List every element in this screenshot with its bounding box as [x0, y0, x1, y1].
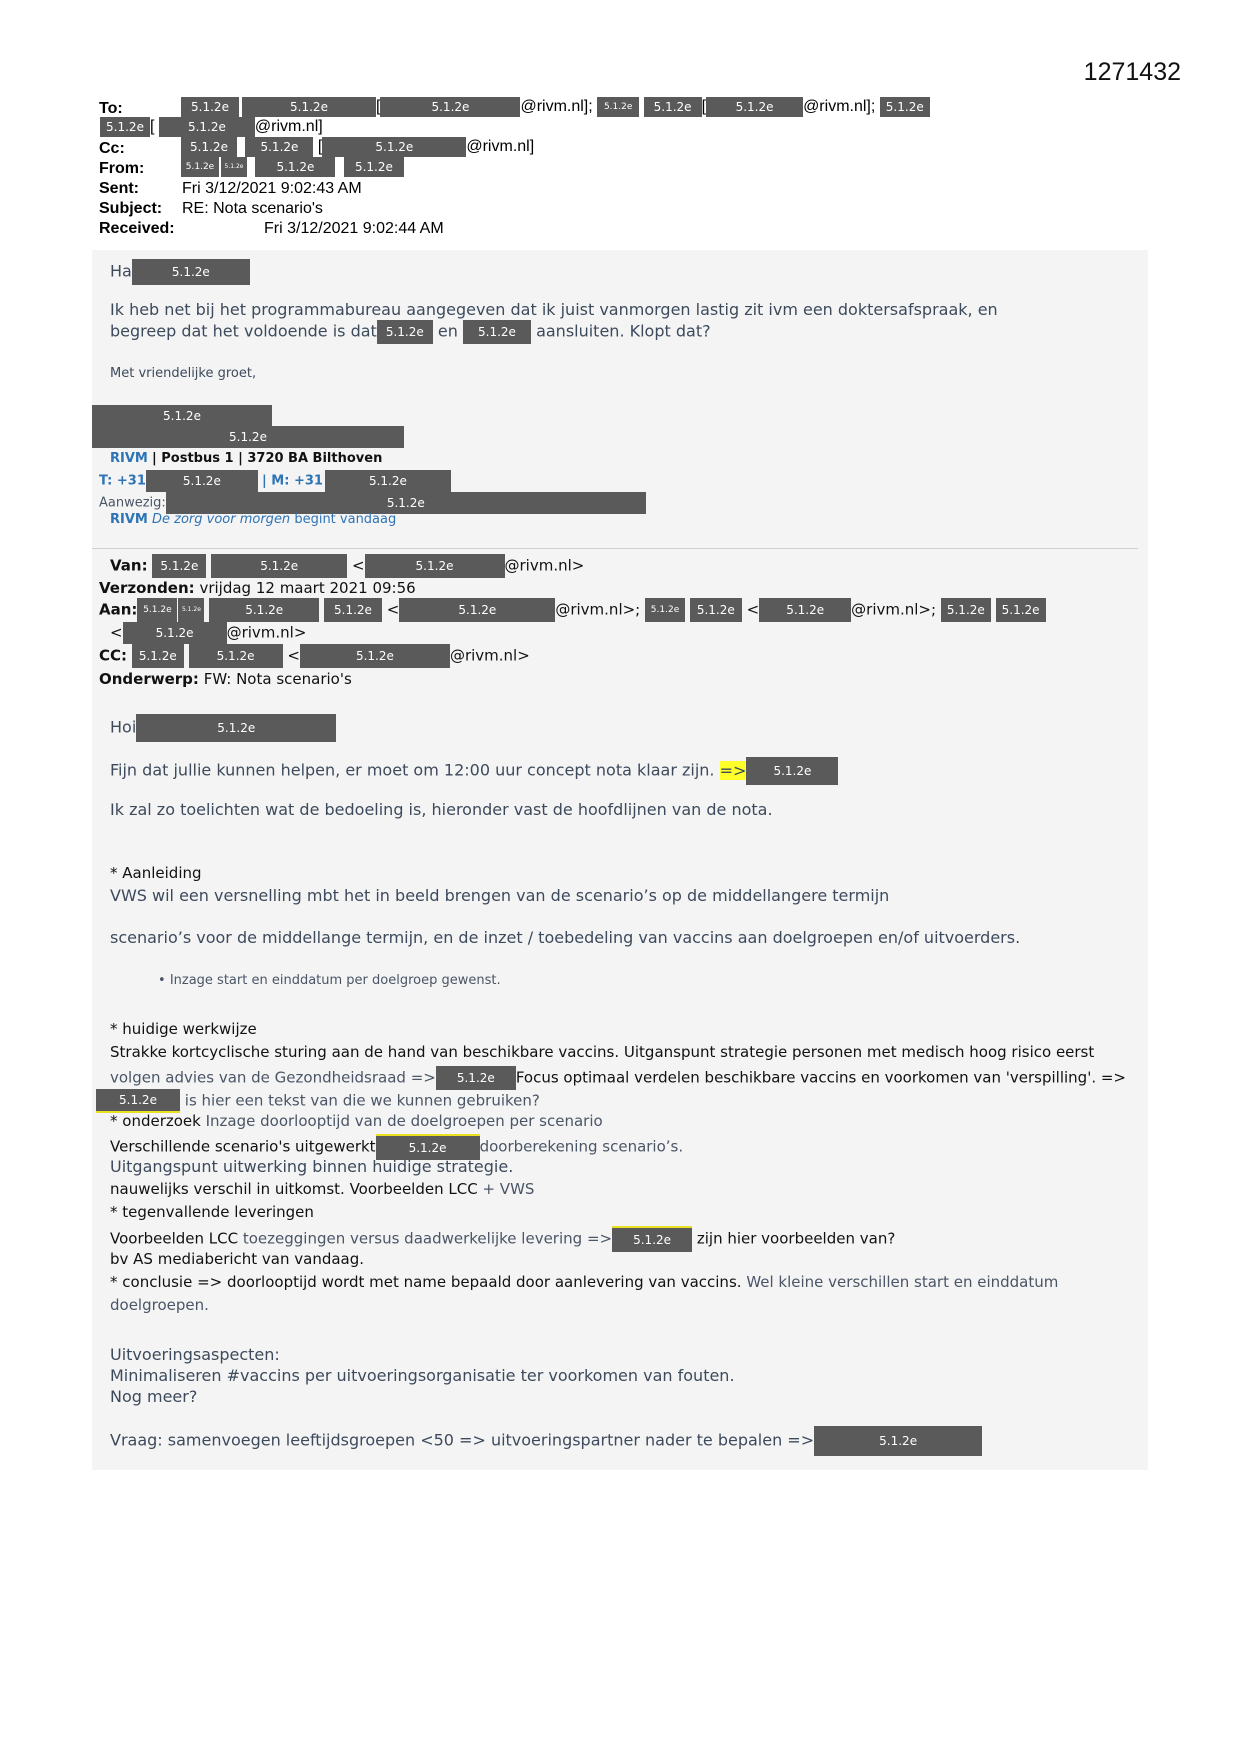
redaction: 5.1.2e — [880, 97, 930, 117]
msg-greeting: Hoi 5.1.2e — [110, 714, 336, 742]
from-label-line — [99, 160, 144, 178]
tegen-line-1: Voorbeelden LCC toezeggingen versus daadwerkelijke levering => 5.1.2e zijn hier voorbeelden van? — [110, 1226, 895, 1252]
email-domain: @rivm.nl]; — [803, 98, 876, 116]
received-line — [99, 220, 175, 238]
redaction: 5.1.2e — [92, 405, 272, 427]
redaction: 5.1.2e — [645, 598, 685, 622]
redaction: 5.1.2e — [146, 470, 258, 492]
cc-label: Cc: — [99, 140, 125, 157]
bullet-item: • Inzage start en einddatum per doelgroep gewenst. — [158, 973, 501, 988]
redaction: 5.1.2e — [255, 157, 335, 177]
conclusie-line: * conclusie => doorlooptijd wordt met name bepaald door aanlevering van vaccins. Wel kleine verschillen start en einddatum — [110, 1273, 1059, 1291]
vraag-line: Vraag: samenvoegen leeftijdsgroepen <50 => uitvoeringspartner nader te bepalen => 5.1.2e — [110, 1426, 982, 1456]
rivm-label: RIVM — [110, 451, 148, 466]
werkwijze-line-2: volgen advies van de Gezondheidsraad => 5.1.2e Focus optimaal verdelen beschikbare vaccins en voorkomen van 'verspilling'. => — [110, 1066, 1126, 1090]
redaction: 5.1.2e — [612, 1226, 692, 1252]
tegen-heading: * tegenvallende leveringen — [110, 1203, 314, 1221]
redaction: 5.1.2e — [245, 137, 313, 157]
redaction: 5.1.2e — [380, 97, 520, 117]
aanleiding-line-1: VWS wil een versnelling mbt het in beeld brengen van de scenario’s op de middellangere termijn — [110, 886, 890, 905]
subject-value: RE: Nota scenario's — [182, 200, 323, 217]
redaction: 5.1.2e — [322, 137, 466, 157]
document-id: 1271432 — [1083, 58, 1181, 86]
redaction: 5.1.2e — [181, 157, 219, 177]
fwd-verzonden-line: Verzonden: vrijdag 12 maart 2021 09:56 — [99, 579, 416, 597]
redaction: 5.1.2e — [189, 644, 283, 668]
email-domain: @rivm.nl]; — [520, 98, 593, 116]
fwd-onderwerp-line: Onderwerp: FW: Nota scenario's — [99, 670, 352, 688]
redaction: 5.1.2e — [365, 554, 505, 578]
from-label: From: — [99, 160, 145, 177]
redaction: 5.1.2e — [132, 644, 184, 668]
redaction: 5.1.2e — [100, 117, 150, 137]
redaction: 5.1.2e — [941, 598, 991, 622]
redaction: 5.1.2e — [814, 1426, 982, 1456]
uitvoering-heading: Uitvoeringsaspecten: — [110, 1345, 280, 1364]
werkwijze-line-1: Strakke kortcyclische sturing aan de hand van beschikbare vaccins. Uitganspunt strategie personen met medisch hoog risico eerst — [110, 1043, 1095, 1061]
redaction: 5.1.2e — [996, 598, 1046, 622]
signature-aanwezig: Aanwezig: 5.1.2e — [99, 492, 646, 514]
onderzoek-line-2: Verschillende scenario's uitgewerkt 5.1.2e doorberekening scenario’s. — [110, 1134, 683, 1160]
redaction: 5.1.2e — [181, 97, 239, 117]
van-label: Van: — [110, 556, 148, 575]
redaction: 5.1.2e — [300, 644, 450, 668]
fwd-aan-line: Aan: 5.1.2e 5.1.2e 5.1.2e 5.1.2e < 5.1.2e @rivm.nl>; 5.1.2e 5.1.2e < 5.1.2e @rivm.nl>; 5.1.2e 5.1.2e — [99, 598, 1046, 622]
onderzoek-line-4: nauwelijks verschil in uitkomst. Voorbeelden LCC + VWS — [110, 1180, 535, 1198]
to-recipients-cont: 5.1.2e [ 5.1.2e @rivm.nl] — [100, 117, 323, 137]
signature-title — [92, 426, 404, 448]
email-domain: @rivm.nl] — [254, 118, 323, 136]
redaction: 5.1.2e — [344, 157, 404, 177]
separator — [92, 548, 1138, 549]
uitvoering-line-1: Minimaliseren #vaccins per uitvoeringsorganisatie ter voorkomen van fouten. — [110, 1366, 735, 1385]
redaction: 5.1.2e — [463, 320, 531, 344]
received-value: Fri 3/12/2021 9:02:44 AM — [264, 220, 444, 237]
fwd-cc-line: CC: 5.1.2e 5.1.2e < 5.1.2e @rivm.nl> — [99, 644, 530, 668]
redaction: 5.1.2e — [136, 714, 336, 742]
redaction: 5.1.2e — [706, 97, 803, 117]
redaction: 5.1.2e — [137, 598, 177, 622]
redaction: 5.1.2e — [178, 598, 204, 622]
fwd-aan-cont: < 5.1.2e @rivm.nl> — [110, 622, 306, 644]
bullet-icon: • — [158, 973, 166, 988]
to-label: To: — [99, 100, 123, 117]
uitvoering-line-2: Nog meer? — [110, 1387, 198, 1406]
redaction: 5.1.2e — [92, 426, 404, 448]
redaction: 5.1.2e — [132, 259, 250, 285]
redaction: 5.1.2e — [211, 554, 347, 578]
redaction: 5.1.2e — [242, 97, 376, 117]
redaction: 5.1.2e — [123, 622, 227, 644]
werkwijze-line-3: 5.1.2e is hier een tekst van die we kunnen gebruiken? — [96, 1089, 540, 1113]
sent-label: Sent: — [99, 180, 139, 197]
redaction: 5.1.2e — [746, 757, 838, 785]
redaction: 5.1.2e — [324, 598, 382, 622]
redaction: 5.1.2e — [209, 598, 319, 622]
cc-recipients: 5.1.2e 5.1.2e [ 5.1.2e @rivm.nl] — [181, 137, 534, 157]
cc-label-line — [99, 140, 125, 158]
to-recipients: 5.1.2e 5.1.2e [ 5.1.2e @rivm.nl]; 5.1.2e 5.1.2e [ 5.1.2e @rivm.nl]; 5.1.2e — [181, 97, 930, 117]
subject-line — [99, 200, 162, 218]
werkwijze-heading: * huidige werkwijze — [110, 1020, 257, 1038]
reply-greeting: Ha 5.1.2e — [110, 259, 250, 285]
redaction: 5.1.2e — [152, 554, 206, 578]
conclusie-line-2: doelgroepen. — [110, 1296, 209, 1314]
to-line — [99, 100, 123, 118]
reply-line-1: Ik heb net bij het programmabureau aangegeven dat ik juist vanmorgen lastig zit ivm een doktersafspraak, en — [110, 300, 998, 319]
msg-p1: Fijn dat jullie kunnen helpen, er moet om 12:00 uur concept nota klaar zijn. => 5.1.2e — [110, 757, 838, 785]
redaction: 5.1.2e — [690, 598, 742, 622]
signature-slogan: RIVM De zorg voor morgen begint vandaag — [110, 512, 397, 527]
tegen-line-2: bv AS mediabericht van vandaag. — [110, 1250, 365, 1268]
closing: Met vriendelijke groet, — [110, 366, 257, 381]
from-value — [181, 157, 404, 177]
signature-name — [92, 405, 272, 427]
onderzoek-heading: * onderzoek Inzage doorlooptijd van de doelgroepen per scenario — [110, 1112, 603, 1130]
received-label: Received: — [99, 220, 175, 237]
redaction: 5.1.2e — [325, 470, 451, 492]
redaction: 5.1.2e — [644, 97, 702, 117]
redaction: 5.1.2e — [376, 1134, 480, 1160]
highlighted-arrow: => — [719, 760, 747, 780]
signature-address: RIVM | Postbus 1 | 3720 BA Bilthoven — [110, 451, 383, 466]
aanleiding-heading: * Aanleiding — [110, 864, 202, 882]
sent-value: Fri 3/12/2021 9:02:43 AM — [182, 180, 362, 197]
onderzoek-line-3: Uitgangspunt uitwerking binnen huidige strategie. — [110, 1157, 514, 1176]
reply-line-2: begreep dat het voldoende is dat 5.1.2e en 5.1.2e aansluiten. Klopt dat? — [110, 320, 711, 344]
redaction: 5.1.2e — [159, 117, 255, 137]
msg-p2: Ik zal zo toelichten wat de bedoeling is, hieronder vast de hoofdlijnen van de nota. — [110, 800, 773, 819]
email-domain: @rivm.nl] — [466, 138, 535, 156]
redaction: 5.1.2e — [221, 157, 247, 177]
redaction: 5.1.2e — [759, 598, 851, 622]
redaction: 5.1.2e — [597, 97, 639, 117]
redaction: 5.1.2e — [166, 492, 646, 514]
redaction: 5.1.2e — [181, 137, 237, 157]
signature-phones: T: +31 5.1.2e | M: +31 5.1.2e — [99, 470, 451, 492]
aanleiding-line-2: scenario’s voor de middellange termijn, en de inzet / toebedeling van vaccins aan doelgroepen en/of uitvoerders. — [110, 928, 1021, 947]
fwd-van-line: Van: 5.1.2e 5.1.2e < 5.1.2e @rivm.nl> — [110, 554, 584, 578]
redaction: 5.1.2e — [399, 598, 555, 622]
subject-label: Subject: — [99, 200, 163, 217]
sent-line — [99, 180, 139, 198]
redaction: 5.1.2e — [377, 320, 433, 344]
redaction: 5.1.2e — [436, 1066, 516, 1090]
redaction: 5.1.2e — [96, 1089, 180, 1113]
